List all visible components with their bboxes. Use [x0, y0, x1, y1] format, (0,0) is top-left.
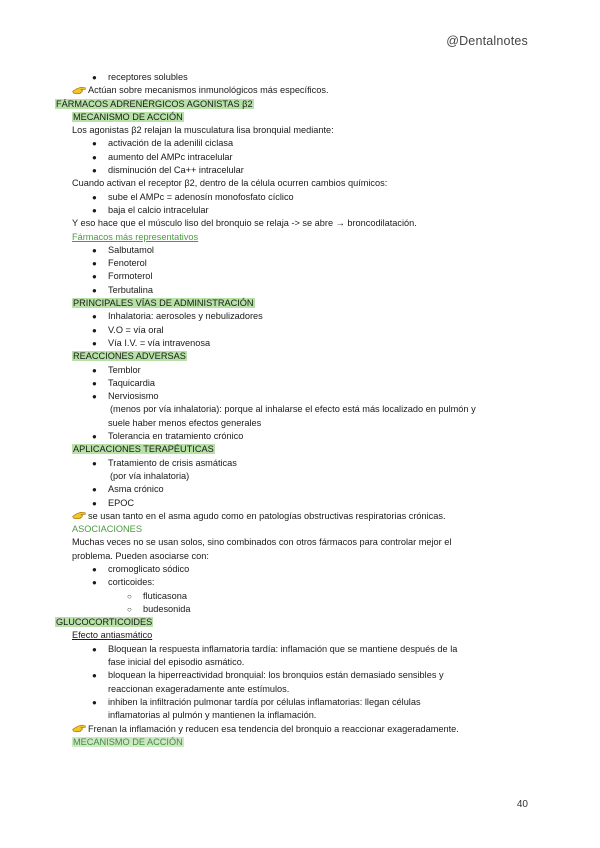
- list-item-continuation: reaccionan exageradamente ante estímulos.: [108, 683, 290, 694]
- list-item: ● receptores solubles: [0, 71, 600, 84]
- bullet-icon: ●: [92, 245, 97, 255]
- page-number: 40: [516, 799, 528, 810]
- bullet-icon: ●: [92, 697, 97, 707]
- underlined-subheading: Efecto antiasmático: [72, 630, 153, 641]
- list-item: ● EPOC: [0, 497, 600, 510]
- bullet-icon: ●: [92, 564, 97, 574]
- list-item: ● baja el calcio intracelular: [0, 204, 600, 217]
- green-subheading: MECANISMO DE ACCIÓN: [73, 736, 183, 747]
- bullet-icon: ●: [92, 365, 97, 375]
- paragraph-line: Cuando activan el receptor β2, dentro de la célula ocurren cambios químicos:: [72, 178, 388, 189]
- list-item: ● activación de la adenilil ciclasa: [0, 137, 600, 150]
- bullet-icon: ●: [92, 498, 97, 508]
- bullet-icon: ●: [92, 392, 97, 402]
- note-line: Frenan la inflamación y reducen esa tendencia del bronquio a reaccionar exageradamente.: [0, 723, 600, 736]
- list-item: ● cromoglicato sódico: [0, 563, 600, 576]
- green-subheading: ASOCIACIONES: [72, 524, 142, 535]
- paragraph-line: Los agonistas β2 relajan la musculatura lisa bronquial mediante:: [72, 125, 334, 136]
- list-item-continuation: fase inicial del episodio asmático.: [108, 657, 245, 668]
- list-item: ● Asma crónico: [0, 483, 600, 496]
- list-item: ● V.O = vía oral: [0, 324, 600, 337]
- bullet-icon: ●: [92, 73, 97, 82]
- bullet-icon: ●: [92, 152, 97, 162]
- bullet-icon: ●: [92, 192, 97, 202]
- list-item: ● corticoides:: [0, 576, 600, 589]
- bullet-icon: ●: [92, 272, 97, 282]
- list-item: ● Nerviosismo: [0, 390, 600, 403]
- note-line: se usan tanto en el asma agudo como en patologías obstructivas respiratorias crónicas.: [0, 510, 600, 523]
- sub-list-item: ○ budesonida: [0, 603, 600, 616]
- list-item-continuation: (por vía inhalatoria): [110, 470, 190, 481]
- circle-bullet-icon: ○: [127, 604, 132, 614]
- subsection-heading: PRINCIPALES VÍAS DE ADMINISTRACIÓN: [73, 298, 254, 309]
- list-item: ● inhiben la infiltración pulmonar tardía por células inflamatorias: llegan células: [0, 696, 600, 709]
- paragraph-line: Muchas veces no se usan solos, sino combinados con otros fármacos para controlar mejor el: [72, 537, 452, 548]
- list-item: ● Taquicardia: [0, 377, 600, 390]
- bullet-icon: ●: [92, 485, 97, 495]
- circle-bullet-icon: ○: [127, 591, 132, 601]
- list-item: ● sube el AMPc = adenosín monofosfato cíclico: [0, 191, 600, 204]
- subsection-heading: REACCIONES ADVERSAS: [73, 351, 186, 362]
- bullet-icon: ●: [92, 259, 97, 269]
- bullet-icon: ●: [92, 338, 97, 348]
- bullet-icon: ●: [92, 671, 97, 681]
- bullet-icon: ●: [92, 166, 97, 176]
- list-item: ● Bloquean la respuesta inflamatoria tardía: inflamación que se mantiene después de la: [0, 643, 600, 656]
- pointing-hand-icon: [72, 85, 86, 95]
- page-content: [0, 71, 600, 749]
- sub-list-item: ○ fluticasona: [0, 590, 600, 603]
- paragraph-line: problema. Pueden asociarse con:: [72, 550, 209, 561]
- section-heading: FÁRMACOS ADRENÉRGICOS AGONISTAS β2: [56, 98, 253, 109]
- bullet-icon: ●: [92, 205, 97, 215]
- green-subheading: Fármacos más representativos: [72, 231, 199, 242]
- list-item: ● Salbutamol: [0, 244, 600, 257]
- list-item: ● Vía I.V. = vía intravenosa: [0, 337, 600, 350]
- paragraph-line: Y eso hace que el músculo liso del bronquio se relaja -> se abre → broncodilatación.: [72, 218, 417, 229]
- section-heading: GLUCOCORTICOIDES: [56, 617, 153, 628]
- list-item: ● Temblor: [0, 364, 600, 377]
- bullet-icon: ●: [92, 312, 97, 322]
- pointing-hand-icon: [72, 723, 86, 733]
- pointing-hand-icon: [72, 510, 86, 520]
- bullet-icon: ●: [92, 285, 97, 295]
- note-line: Actúan sobre mecanismos inmunológicos más específicos.: [0, 84, 600, 97]
- list-item: ● Fenoterol: [0, 257, 600, 270]
- subsection-heading: MECANISMO DE ACCIÓN: [73, 111, 183, 122]
- subsection-heading: APLICACIONES TERAPÉUTICAS: [73, 444, 214, 455]
- brand-handle: @Dentalnotes: [446, 34, 528, 48]
- bullet-icon: ●: [92, 578, 97, 588]
- list-item: ● aumento del AMPc intracelular: [0, 151, 600, 164]
- list-item-continuation: inflamatorias al pulmón y mantienen la inflamación.: [108, 710, 317, 721]
- bullet-icon: ●: [92, 458, 97, 468]
- list-item: ● Tolerancia en tratamiento crónico: [0, 430, 600, 443]
- bullet-icon: ●: [92, 644, 97, 654]
- list-item-continuation: (menos por vía inhalatoria): porque al inhalarse el efecto está más localizado en pulmón y: [110, 404, 476, 415]
- list-item: ● Inhalatoria: aerosoles y nebulizadores: [0, 310, 600, 323]
- bullet-icon: ●: [92, 325, 97, 335]
- bullet-icon: ●: [92, 139, 97, 149]
- bullet-icon: ●: [92, 432, 97, 442]
- bullet-icon: ●: [92, 378, 97, 388]
- list-item: ● disminución del Ca++ intracelular: [0, 164, 600, 177]
- list-item-continuation: suele haber menos efectos generales: [108, 417, 262, 428]
- list-item: ● bloquean la hiperreactividad bronquial: los bronquios están demasiado sensibles y: [0, 669, 600, 682]
- list-item: ● Formoterol: [0, 270, 600, 283]
- list-item: ● Tratamiento de crisis asmáticas: [0, 457, 600, 470]
- list-item: ● Terbutalina: [0, 284, 600, 297]
